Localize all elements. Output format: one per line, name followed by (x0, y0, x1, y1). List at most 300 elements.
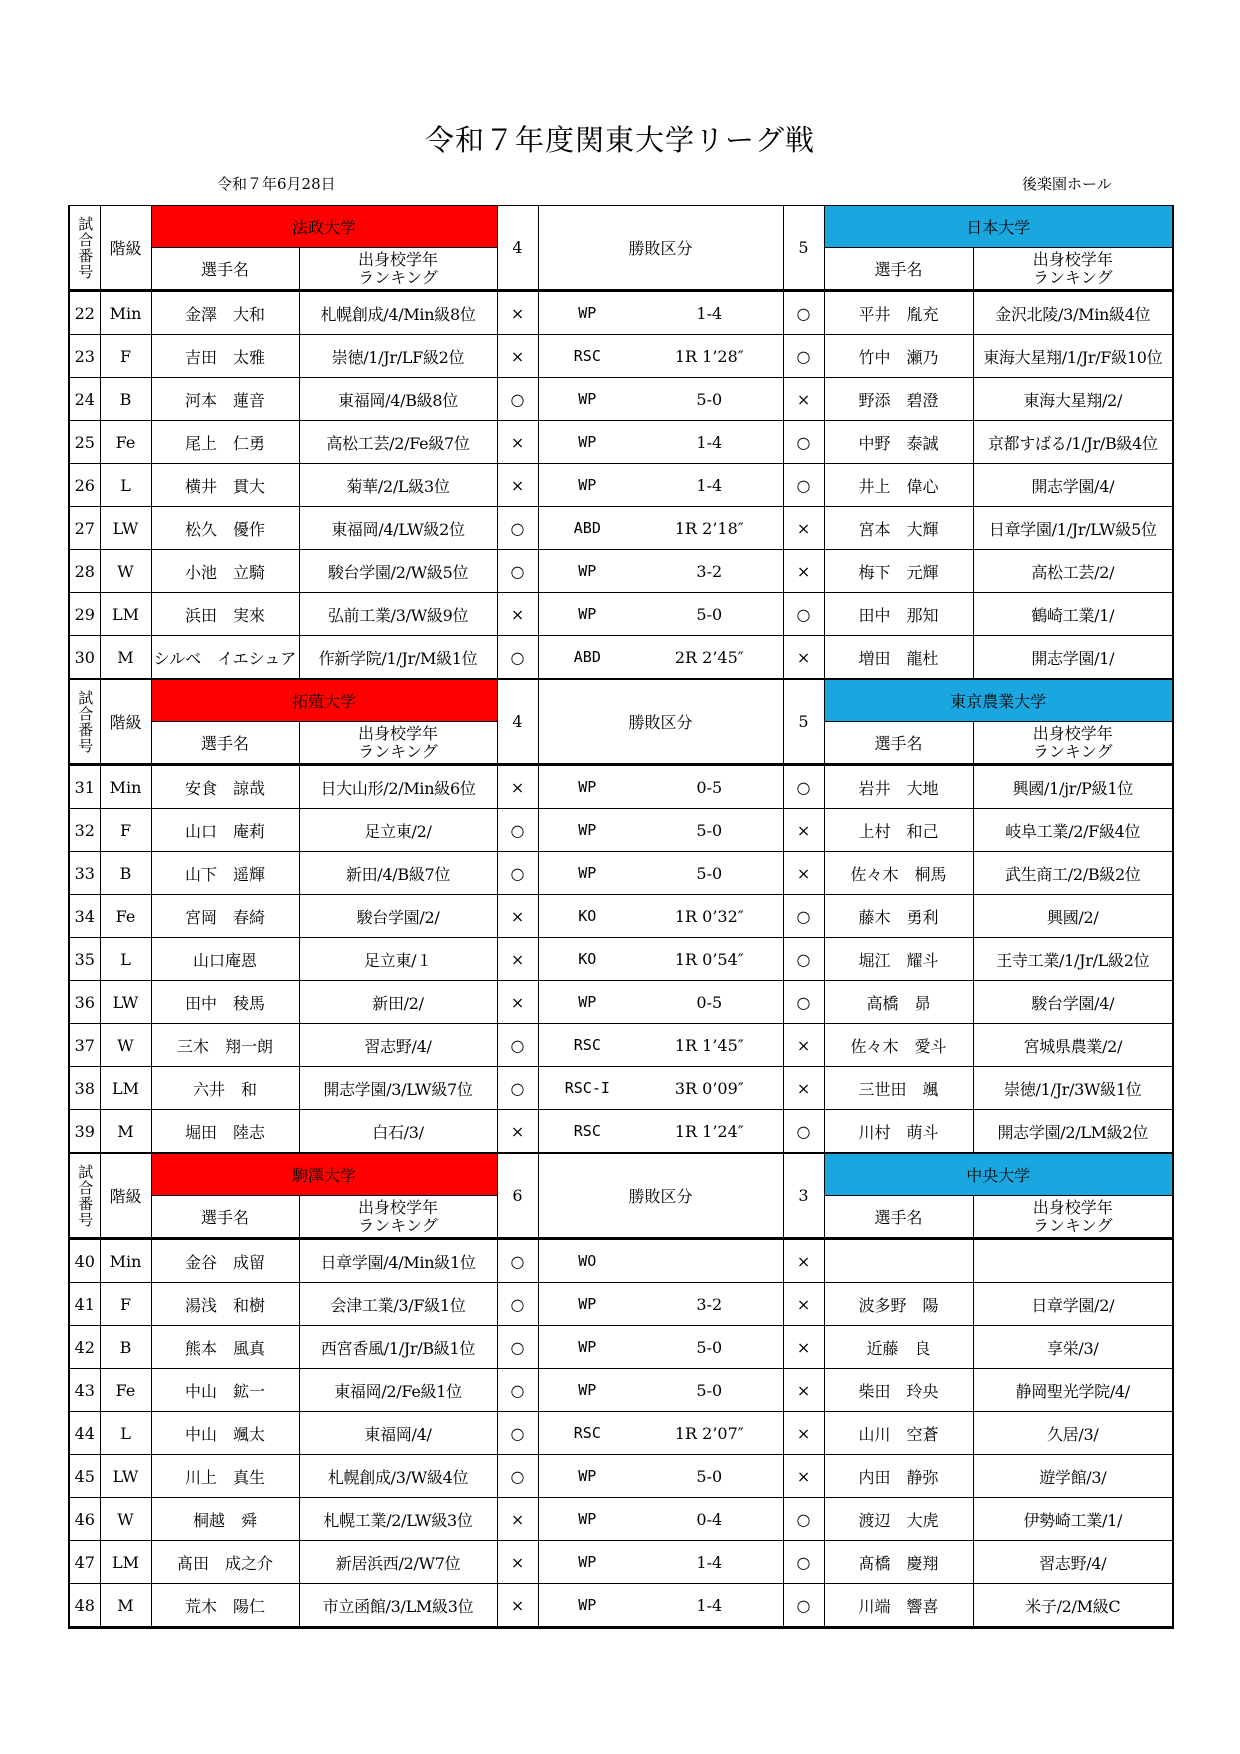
right-player-school: 金沢北陵/3/Min級4位 (973, 291, 1173, 335)
bout-number: 42 (69, 1326, 100, 1369)
left-player-name: 尾上 仁勇 (151, 421, 299, 464)
bout-row (69, 507, 1173, 550)
left-player-name: 堀田 陸志 (151, 1110, 299, 1154)
method-detail: 5-0 (696, 820, 723, 840)
left-result-mark: ○ (497, 1239, 538, 1283)
result-method (538, 1541, 783, 1584)
method-label: WP (578, 1596, 597, 1614)
result-type-header: 勝敗区分 (538, 206, 783, 291)
right-result-mark: × (783, 1283, 824, 1326)
method-label: WP (578, 476, 597, 494)
left-team-name: 法政大学 (151, 206, 497, 248)
method-detail: 2R 2’45″ (674, 647, 744, 667)
weight-class-header: 階級 (100, 679, 151, 765)
right-player-school: 遊学館/3/ (973, 1455, 1173, 1498)
bout-row (69, 1541, 1173, 1584)
method-detail: 3R 0’09″ (674, 1078, 744, 1098)
bout-number: 48 (69, 1584, 100, 1628)
right-result-mark: × (783, 1412, 824, 1455)
right-result-mark: ○ (783, 765, 824, 809)
bout-number: 44 (69, 1412, 100, 1455)
bout-number: 28 (69, 550, 100, 593)
left-result-mark: × (497, 421, 538, 464)
method-label: WP (578, 1381, 597, 1399)
right-player-school: 王寺工業/1/Jr/L級2位 (973, 938, 1173, 981)
method-label: WP (578, 864, 597, 882)
right-player-name: 中野 泰誠 (824, 421, 973, 464)
left-result-mark: × (497, 1498, 538, 1541)
left-player-name: 三木 翔一朗 (151, 1024, 299, 1067)
right-result-mark: × (783, 1326, 824, 1369)
result-type-header: 勝敗区分 (538, 1153, 783, 1239)
ranking-label: ランキング (358, 741, 438, 761)
match-header-row (69, 206, 1173, 248)
left-player-name-header: 選手名 (151, 1196, 299, 1239)
left-player-school: 東福岡/4/LW級2位 (299, 507, 497, 550)
left-player-name: 六井 和 (151, 1067, 299, 1110)
method-label: RSC (573, 1036, 601, 1054)
left-player-school: 東福岡/4/B級8位 (299, 378, 497, 421)
method-detail: 3-2 (696, 561, 723, 581)
right-result-mark: ○ (783, 1110, 824, 1154)
right-player-name: 高橋 昴 (824, 981, 973, 1024)
right-team-name: 日本大学 (824, 206, 1173, 248)
right-player-name: 梅下 元輝 (824, 550, 973, 593)
result-method (538, 981, 783, 1024)
bout-row (69, 1239, 1173, 1283)
school-year-label: 出身校学年 (1032, 249, 1113, 269)
method-label: WP (578, 433, 597, 451)
left-result-mark: ○ (497, 1283, 538, 1326)
bout-number: 27 (69, 507, 100, 550)
left-player-school: 駿台学園/2/W級5位 (299, 550, 497, 593)
left-player-name: 山下 遥輝 (151, 852, 299, 895)
bout-row (69, 593, 1173, 636)
bout-row (69, 1024, 1173, 1067)
result-method (538, 593, 783, 636)
left-player-school: 作新学院/1/Jr/M級1位 (299, 636, 497, 680)
bout-row (69, 464, 1173, 507)
result-method (538, 1498, 783, 1541)
left-result-mark: × (497, 938, 538, 981)
method-detail: 1R 2’18″ (674, 518, 744, 538)
bout-weight-class: LW (100, 981, 151, 1024)
right-player-school: 鶴崎工業/1/ (973, 593, 1173, 636)
bout-number: 38 (69, 1067, 100, 1110)
right-player-name: 竹中 瀬乃 (824, 335, 973, 378)
right-player-name-header: 選手名 (824, 722, 973, 765)
result-method (538, 1283, 783, 1326)
bout-row (69, 1498, 1173, 1541)
right-player-name: 川村 萌斗 (824, 1110, 973, 1154)
method-detail: 1R 1’45″ (674, 1035, 744, 1055)
left-result-mark: × (497, 895, 538, 938)
right-result-mark: × (783, 1024, 824, 1067)
method-label: WP (578, 1510, 597, 1528)
method-detail: 1-4 (696, 1552, 723, 1572)
left-school-header (299, 1196, 497, 1239)
left-result-mark: ○ (497, 636, 538, 680)
bout-weight-class: W (100, 1498, 151, 1541)
left-player-name: 湯浅 和樹 (151, 1283, 299, 1326)
right-result-mark: ○ (783, 981, 824, 1024)
right-player-school: 興國/1/jr/P級1位 (973, 765, 1173, 809)
right-result-mark: ○ (783, 464, 824, 507)
method-label: RSC-I (564, 1079, 610, 1097)
left-school-header (299, 248, 497, 291)
left-player-school: 市立函館/3/LM級3位 (299, 1584, 497, 1628)
result-method (538, 1584, 783, 1628)
method-detail: 1-4 (696, 432, 723, 452)
bout-weight-class: W (100, 550, 151, 593)
left-result-mark: × (497, 464, 538, 507)
right-player-school: 伊勢崎工業/1/ (973, 1498, 1173, 1541)
match-header-row (69, 679, 1173, 722)
school-year-label: 出身校学年 (1032, 1197, 1113, 1217)
bout-row (69, 1455, 1173, 1498)
ranking-label: ランキング (358, 1215, 438, 1235)
method-label: WP (578, 605, 597, 623)
right-player-name: 佐々木 愛斗 (824, 1024, 973, 1067)
bout-row (69, 421, 1173, 464)
result-method (538, 378, 783, 421)
right-team-score: 5 (783, 206, 824, 291)
right-player-name: 井上 偉心 (824, 464, 973, 507)
right-player-name: 増田 龍杜 (824, 636, 973, 680)
bout-number: 45 (69, 1455, 100, 1498)
left-player-name-header: 選手名 (151, 722, 299, 765)
bout-number: 37 (69, 1024, 100, 1067)
left-team-score: 4 (497, 679, 538, 765)
bout-number: 25 (69, 421, 100, 464)
method-label: ABD (573, 648, 601, 666)
left-result-mark: ○ (497, 1024, 538, 1067)
right-result-mark: ○ (783, 1541, 824, 1584)
method-detail: 0-5 (696, 992, 723, 1012)
match-no-header (69, 679, 100, 765)
method-detail: 5-0 (696, 1337, 723, 1357)
result-method (538, 507, 783, 550)
left-team-score: 4 (497, 206, 538, 291)
left-result-mark: × (497, 593, 538, 636)
method-label: WO (578, 1252, 597, 1270)
right-result-mark: × (783, 507, 824, 550)
right-player-name: 田中 那知 (824, 593, 973, 636)
method-label: ABD (573, 519, 601, 537)
left-player-name: 宮岡 春綺 (151, 895, 299, 938)
left-result-mark: ○ (497, 1067, 538, 1110)
right-player-name: 野添 碧澄 (824, 378, 973, 421)
bout-weight-class: L (100, 938, 151, 981)
method-detail: 1R 0’32″ (674, 906, 744, 926)
right-player-name: 近藤 良 (824, 1326, 973, 1369)
method-detail: 1-4 (696, 303, 723, 323)
left-player-name: 髙田 成之介 (151, 1541, 299, 1584)
bout-number: 22 (69, 291, 100, 335)
left-result-mark: ○ (497, 1369, 538, 1412)
left-player-school: 開志学園/3/LW級7位 (299, 1067, 497, 1110)
bout-weight-class: B (100, 378, 151, 421)
bout-row (69, 852, 1173, 895)
left-player-school: 日大山形/2/Min級6位 (299, 765, 497, 809)
method-label: RSC (573, 1424, 601, 1442)
left-player-school: 札幌創成/4/Min級8位 (299, 291, 497, 335)
school-year-label: 出身校学年 (358, 1197, 439, 1217)
bout-weight-class: L (100, 1412, 151, 1455)
right-result-mark: × (783, 550, 824, 593)
right-player-name: 内田 静弥 (824, 1455, 973, 1498)
right-player-name-header: 選手名 (824, 1196, 973, 1239)
bout-number: 30 (69, 636, 100, 680)
bout-weight-class: F (100, 335, 151, 378)
bout-number: 33 (69, 852, 100, 895)
left-player-name: 横井 貫大 (151, 464, 299, 507)
bout-weight-class: Fe (100, 421, 151, 464)
right-result-mark: ○ (783, 1498, 824, 1541)
left-result-mark: ○ (497, 378, 538, 421)
left-player-name: 山口 庵莉 (151, 809, 299, 852)
left-player-name-header: 選手名 (151, 248, 299, 291)
left-player-school: 新居浜西/2/W7位 (299, 1541, 497, 1584)
bout-weight-class: LW (100, 1455, 151, 1498)
right-result-mark: ○ (783, 895, 824, 938)
weight-class-header: 階級 (100, 1153, 151, 1239)
left-player-school: 会津工業/3/F級1位 (299, 1283, 497, 1326)
left-team-score: 6 (497, 1153, 538, 1239)
right-school-header (973, 248, 1173, 291)
right-result-mark: × (783, 852, 824, 895)
bout-number: 31 (69, 765, 100, 809)
right-player-school: 岐阜工業/2/F級4位 (973, 809, 1173, 852)
bout-row (69, 765, 1173, 809)
result-method (538, 1455, 783, 1498)
result-method (538, 291, 783, 335)
left-team-name: 拓殖大学 (151, 679, 497, 722)
result-method (538, 852, 783, 895)
left-result-mark: × (497, 981, 538, 1024)
left-player-school: 新田/2/ (299, 981, 497, 1024)
right-player-school: 東海大星翔/1/Jr/F級10位 (973, 335, 1173, 378)
left-player-school: 高松工芸/2/Fe級7位 (299, 421, 497, 464)
bout-weight-class: LW (100, 507, 151, 550)
right-player-name: 岩井 大地 (824, 765, 973, 809)
bout-weight-class: LM (100, 1541, 151, 1584)
bout-row (69, 1584, 1173, 1628)
method-detail: 5-0 (696, 604, 723, 624)
right-player-name: 柴田 玲央 (824, 1369, 973, 1412)
bout-weight-class: M (100, 1584, 151, 1628)
bout-row (69, 809, 1173, 852)
right-result-mark: × (783, 636, 824, 680)
left-result-mark: × (497, 1110, 538, 1154)
right-result-mark: × (783, 378, 824, 421)
bout-row (69, 335, 1173, 378)
bout-row (69, 636, 1173, 680)
method-label: WP (578, 562, 597, 580)
left-player-name: 田中 稜馬 (151, 981, 299, 1024)
left-player-school: 菊華/2/L級3位 (299, 464, 497, 507)
method-detail: 5-0 (696, 1466, 723, 1486)
left-player-name: 金澤 大和 (151, 291, 299, 335)
result-method (538, 1110, 783, 1154)
bout-row (69, 1283, 1173, 1326)
bout-row (69, 291, 1173, 335)
result-method (538, 335, 783, 378)
method-detail: 1R 2’07″ (674, 1423, 744, 1443)
bout-row (69, 1067, 1173, 1110)
right-player-name: 川端 響喜 (824, 1584, 973, 1628)
left-player-school: 足立東/2/ (299, 809, 497, 852)
left-result-mark: × (497, 335, 538, 378)
match-no-label: 試合番号 (76, 215, 95, 280)
right-player-name: 三世田 颯 (824, 1067, 973, 1110)
method-detail: 5-0 (696, 1380, 723, 1400)
left-player-name: 桐越 舜 (151, 1498, 299, 1541)
bout-weight-class: Min (100, 1239, 151, 1283)
bout-row (69, 550, 1173, 593)
ranking-label: ランキング (1033, 267, 1113, 287)
left-player-school: 足立東/１ (299, 938, 497, 981)
match-no-label: 試合番号 (76, 689, 95, 754)
right-player-school: 駿台学園/4/ (973, 981, 1173, 1024)
left-player-school: 新田/4/B級7位 (299, 852, 497, 895)
right-player-school: 享栄/3/ (973, 1326, 1173, 1369)
bout-weight-class: L (100, 464, 151, 507)
weight-class-header: 階級 (100, 206, 151, 291)
left-player-name: 吉田 太雅 (151, 335, 299, 378)
method-label: WP (578, 778, 597, 796)
right-team-score: 5 (783, 679, 824, 765)
right-player-name: 堀江 耀斗 (824, 938, 973, 981)
result-method (538, 421, 783, 464)
left-player-school: 白石/3/ (299, 1110, 497, 1154)
left-player-school: 東福岡/2/Fe級1位 (299, 1369, 497, 1412)
right-result-mark: ○ (783, 938, 824, 981)
method-detail: 5-0 (696, 389, 723, 409)
bout-row (69, 895, 1173, 938)
bout-number: 41 (69, 1283, 100, 1326)
right-player-school: 米子/2/M級C (973, 1584, 1173, 1628)
method-label: WP (578, 993, 597, 1011)
left-player-school: 弘前工業/3/W級9位 (299, 593, 497, 636)
bout-weight-class: B (100, 852, 151, 895)
right-player-school: 東海大星翔/2/ (973, 378, 1173, 421)
result-method (538, 1024, 783, 1067)
left-player-name: 荒木 陽仁 (151, 1584, 299, 1628)
bout-row (69, 981, 1173, 1024)
method-detail: 1-4 (696, 475, 723, 495)
bout-weight-class: M (100, 1110, 151, 1154)
method-detail: 3-2 (696, 1294, 723, 1314)
left-team-name: 駒澤大学 (151, 1153, 497, 1196)
right-player-school: 高松工芸/2/ (973, 550, 1173, 593)
method-label: RSC (573, 347, 601, 365)
method-detail: 1-4 (696, 1595, 723, 1615)
method-label: WP (578, 1295, 597, 1313)
result-method (538, 1239, 783, 1283)
right-player-name: 藤木 勇利 (824, 895, 973, 938)
method-detail: 5-0 (696, 863, 723, 883)
right-player-name: 佐々木 桐馬 (824, 852, 973, 895)
right-player-name: 山川 空蒼 (824, 1412, 973, 1455)
method-detail: 0-5 (696, 777, 723, 797)
left-result-mark: ○ (497, 1412, 538, 1455)
result-method (538, 1412, 783, 1455)
right-player-name: 髙橋 慶翔 (824, 1541, 973, 1584)
left-player-school: 崇徳/1/Jr/LF級2位 (299, 335, 497, 378)
right-player-school: 静岡聖光学院/4/ (973, 1369, 1173, 1412)
method-detail: 1R 0’54″ (674, 949, 744, 969)
page-title: 令和７年度関東大学リーグ戦 (424, 123, 815, 157)
left-result-mark: × (497, 765, 538, 809)
right-result-mark: ○ (783, 291, 824, 335)
bout-number: 35 (69, 938, 100, 981)
left-result-mark: ○ (497, 809, 538, 852)
match-no-label: 試合番号 (76, 1163, 95, 1228)
bout-weight-class: Fe (100, 1369, 151, 1412)
right-result-mark: × (783, 1455, 824, 1498)
left-player-name: 中山 鉱一 (151, 1369, 299, 1412)
right-player-school: 開志学園/2/LM級2位 (973, 1110, 1173, 1154)
result-method (538, 636, 783, 680)
left-player-name: 中山 颯太 (151, 1412, 299, 1455)
right-player-school: 武生商工/2/B級2位 (973, 852, 1173, 895)
bout-row (69, 1412, 1173, 1455)
match-no-header (69, 1153, 100, 1239)
right-player-name: 上村 和己 (824, 809, 973, 852)
right-player-school: 日章学園/1/Jr/LW級5位 (973, 507, 1173, 550)
bout-weight-class: Min (100, 765, 151, 809)
method-label: KO (578, 950, 597, 968)
left-player-school: 習志野/4/ (299, 1024, 497, 1067)
right-player-name: 波多野 陽 (824, 1283, 973, 1326)
method-label: WP (578, 1553, 597, 1571)
bout-weight-class: LM (100, 1067, 151, 1110)
left-result-mark: ○ (497, 550, 538, 593)
right-team-name: 中央大学 (824, 1153, 1173, 1196)
bout-weight-class: M (100, 636, 151, 680)
bout-row (69, 938, 1173, 981)
right-player-school: 開志学園/4/ (973, 464, 1173, 507)
result-method (538, 895, 783, 938)
right-player-school: 日章学園/2/ (973, 1283, 1173, 1326)
result-method (538, 765, 783, 809)
match-no-header (69, 206, 100, 291)
right-player-name: 宮本 大輝 (824, 507, 973, 550)
method-detail: 1R 1’24″ (674, 1121, 744, 1141)
method-label: WP (578, 1467, 597, 1485)
right-player-school (973, 1239, 1173, 1283)
bout-number: 29 (69, 593, 100, 636)
left-player-name: 金谷 成留 (151, 1239, 299, 1283)
right-result-mark: × (783, 1067, 824, 1110)
right-result-mark: ○ (783, 593, 824, 636)
result-method (538, 1326, 783, 1369)
result-method (538, 1067, 783, 1110)
bout-number: 23 (69, 335, 100, 378)
left-player-name: 川上 真生 (151, 1455, 299, 1498)
method-label: KO (578, 907, 597, 925)
left-result-mark: ○ (497, 852, 538, 895)
left-result-mark: × (497, 1541, 538, 1584)
method-label: WP (578, 390, 597, 408)
right-team-score: 3 (783, 1153, 824, 1239)
bout-number: 26 (69, 464, 100, 507)
right-result-mark: × (783, 809, 824, 852)
school-year-label: 出身校学年 (1032, 723, 1113, 743)
left-player-school: 札幌創成/3/W級4位 (299, 1455, 497, 1498)
right-player-name: 渡辺 大虎 (824, 1498, 973, 1541)
